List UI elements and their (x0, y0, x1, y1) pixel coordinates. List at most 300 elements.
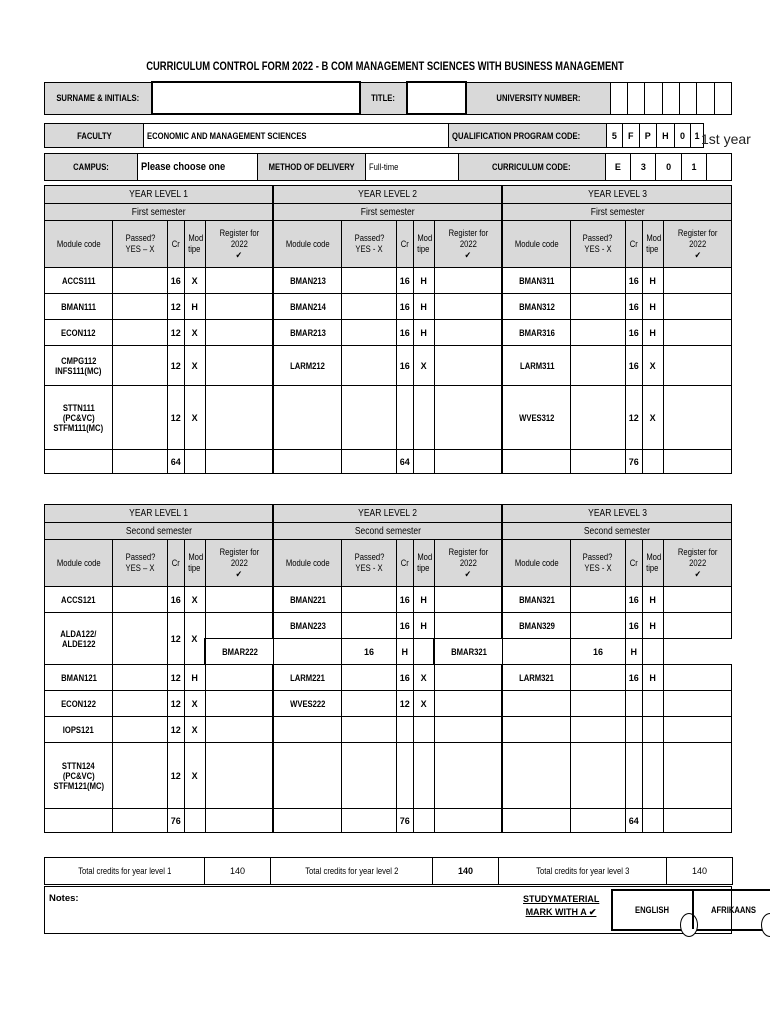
module-code-cell: BMAR213 (273, 320, 341, 346)
total-value-level-1: 140 (205, 858, 271, 885)
year-level-heading: YEAR LEVEL 3 (502, 186, 731, 204)
qualification-code-label: QUALIFICATION PROGRAM CODE: (449, 124, 607, 148)
register-header: Register for 2022 ✔ (205, 540, 273, 587)
module-code-cell: STTN111 (PC&VC) STFM111(MC) (45, 386, 113, 450)
credits-cell: 12 (625, 386, 642, 450)
passed-header: Passed? YES - X (342, 221, 397, 268)
module-type-cell (413, 386, 434, 450)
surname-label: SURNAME & INITIALS: (45, 82, 152, 114)
university-number-digit[interactable] (645, 82, 662, 114)
study-material-label (523, 893, 599, 919)
subtotal-spacer (642, 809, 663, 833)
total-label-level-2: Total credits for year level 2 (271, 858, 433, 885)
credits-header: Cr (625, 221, 642, 268)
header-row-identity (44, 81, 732, 115)
credits-cell: 12 (167, 346, 184, 386)
module-code-cell: BMAN111 (45, 294, 113, 320)
register-cell[interactable] (205, 665, 273, 691)
passed-cell[interactable] (113, 587, 168, 613)
module-type-header: Mod tipe (184, 221, 205, 268)
module-type-cell: X (642, 386, 663, 450)
module-code-header: Module code (273, 221, 341, 268)
credits-cell: 16 (625, 665, 642, 691)
year-level-heading: YEAR LEVEL 2 (273, 186, 502, 204)
first-year-note: 1st year (701, 131, 751, 147)
module-type-cell: X (413, 665, 434, 691)
total-value-level-3: 140 (667, 858, 733, 885)
campus-label: CAMPUS: (45, 154, 138, 181)
qualification-code-char: F (622, 124, 639, 148)
register-cell[interactable] (205, 346, 273, 386)
module-type-cell: H (396, 639, 413, 665)
module-code-cell: ACCS111 (45, 268, 113, 294)
module-code-cell: ALDA122/ ALDE122 (45, 613, 113, 665)
register-cell[interactable] (205, 587, 273, 613)
subtotal-spacer (184, 809, 205, 833)
module-code-cell: LARM212 (273, 346, 341, 386)
register-cell[interactable] (663, 717, 731, 743)
credit-subtotal: 64 (167, 450, 184, 474)
passed-cell[interactable] (571, 587, 626, 613)
passed-cell[interactable] (273, 639, 341, 665)
module-type-cell (413, 743, 434, 809)
register-cell[interactable] (413, 639, 434, 665)
register-cell[interactable] (663, 613, 731, 639)
register-cell[interactable] (205, 717, 273, 743)
title-label: TITLE: (360, 82, 407, 114)
module-code-cell: STTN124 (PC&VC) STFM121(MC) (45, 743, 113, 809)
register-cell[interactable] (663, 346, 731, 386)
passed-cell[interactable] (571, 691, 626, 717)
module-code-cell (502, 743, 570, 809)
passed-header: Passed? YES - X (571, 540, 626, 587)
credits-cell: 16 (571, 639, 626, 665)
register-cell[interactable] (434, 691, 502, 717)
passed-cell[interactable] (342, 613, 397, 639)
module-type-cell: X (184, 587, 205, 613)
passed-cell[interactable] (342, 268, 397, 294)
study-material-line-1: STUDYMATERIAL (523, 894, 600, 904)
passed-cell[interactable] (571, 717, 626, 743)
register-cell[interactable] (663, 294, 731, 320)
header-row-faculty (44, 123, 704, 148)
module-type-cell: H (413, 587, 434, 613)
semester-heading: First semester (273, 204, 502, 221)
subtotal-spacer (663, 450, 731, 474)
curriculum-code-char: 3 (631, 154, 656, 181)
module-code-header: Module code (45, 540, 113, 587)
credits-cell: 16 (625, 587, 642, 613)
module-type-cell: X (642, 346, 663, 386)
register-cell[interactable] (205, 613, 273, 639)
register-cell[interactable] (205, 691, 273, 717)
module-code-cell (502, 691, 570, 717)
subtotal-spacer (571, 809, 626, 833)
register-cell[interactable] (434, 743, 502, 809)
register-cell[interactable] (434, 717, 502, 743)
credits-cell: 12 (167, 743, 184, 809)
module-code-cell: CMPG112 INFS111(MC) (45, 346, 113, 386)
module-type-cell (642, 717, 663, 743)
credit-subtotal: 64 (396, 450, 413, 474)
module-code-cell: IOPS121 (45, 717, 113, 743)
curriculum-code-label: CURRICULUM CODE: (458, 154, 605, 181)
credits-cell: 16 (396, 587, 413, 613)
passed-cell[interactable] (113, 268, 168, 294)
header-row-campus (44, 153, 732, 181)
module-type-cell: X (184, 743, 205, 809)
credits-cell: 16 (625, 346, 642, 386)
subtotal-spacer (434, 450, 502, 474)
register-cell[interactable] (434, 587, 502, 613)
module-type-cell: H (413, 613, 434, 639)
subtotal-spacer (342, 809, 397, 833)
register-header: Register for 2022 ✔ (663, 540, 731, 587)
credits-cell: 12 (167, 294, 184, 320)
passed-cell[interactable] (342, 717, 397, 743)
register-cell[interactable] (663, 386, 731, 450)
qualification-code-char: H (656, 124, 674, 148)
qualification-code-char: 1 (691, 124, 704, 148)
module-code-cell: WVES312 (502, 386, 570, 450)
module-code-header: Module code (45, 221, 113, 268)
qualification-code-char: P (639, 124, 656, 148)
module-type-cell (413, 717, 434, 743)
title-field[interactable] (407, 82, 466, 114)
credits-cell: 16 (342, 639, 397, 665)
curriculum-code-char: 0 (656, 154, 681, 181)
credits-cell: 16 (625, 294, 642, 320)
module-code-cell: WVES222 (273, 691, 341, 717)
module-code-cell: BMAN214 (273, 294, 341, 320)
register-cell[interactable] (205, 268, 273, 294)
credits-header: Cr (167, 540, 184, 587)
credits-header: Cr (167, 221, 184, 268)
passed-header: Passed? YES - X (571, 221, 626, 268)
credits-cell: 12 (167, 665, 184, 691)
afrikaans-radio-circle[interactable] (761, 913, 770, 937)
delivery-label: METHOD OF DELIVERY (257, 154, 365, 181)
passed-cell[interactable] (571, 613, 626, 639)
semester-heading: Second semester (502, 523, 731, 540)
subtotal-spacer (205, 450, 273, 474)
module-type-cell: X (184, 717, 205, 743)
module-type-header: Mod tipe (642, 221, 663, 268)
passed-cell[interactable] (342, 386, 397, 450)
module-code-cell: BMAN321 (502, 587, 570, 613)
credits-cell: 12 (167, 691, 184, 717)
module-code-cell: BMAR316 (502, 320, 570, 346)
module-code-cell (273, 386, 341, 450)
register-cell[interactable] (663, 691, 731, 717)
module-code-cell (502, 717, 570, 743)
module-code-cell: LARM321 (502, 665, 570, 691)
curriculum-code-empty (707, 154, 732, 181)
register-cell[interactable] (642, 639, 663, 665)
passed-cell[interactable] (571, 386, 626, 450)
first-semester-table (44, 185, 732, 474)
credits-cell: 12 (167, 386, 184, 450)
university-number-digit[interactable] (679, 82, 696, 114)
subtotal-spacer (413, 450, 434, 474)
credits-cell (396, 717, 413, 743)
credits-cell: 16 (625, 613, 642, 639)
register-header: Register for 2022 ✔ (663, 221, 731, 268)
passed-cell[interactable] (342, 743, 397, 809)
qualification-code-char: 0 (674, 124, 690, 148)
university-number-digit[interactable] (662, 82, 679, 114)
module-type-cell: X (184, 691, 205, 717)
university-number-label: UNIVERSITY NUMBER: (466, 82, 610, 114)
module-code-header: Module code (502, 221, 570, 268)
module-type-cell: H (642, 294, 663, 320)
year-level-heading: YEAR LEVEL 1 (45, 186, 274, 204)
module-type-header: Mod tipe (413, 540, 434, 587)
english-option[interactable]: ENGLISH (613, 891, 692, 929)
register-cell[interactable] (434, 386, 502, 450)
credits-cell (396, 743, 413, 809)
year-level-heading: YEAR LEVEL 2 (273, 505, 502, 523)
register-cell[interactable] (205, 294, 273, 320)
year-level-heading: YEAR LEVEL 3 (502, 505, 731, 523)
module-type-cell: H (184, 665, 205, 691)
campus-select[interactable]: Please choose one (138, 154, 257, 181)
module-type-cell (642, 691, 663, 717)
credits-cell: 16 (625, 268, 642, 294)
subtotal-spacer (184, 450, 205, 474)
module-code-cell (273, 743, 341, 809)
passed-cell[interactable] (571, 665, 626, 691)
credits-cell: 16 (396, 268, 413, 294)
semester-heading: Second semester (45, 523, 274, 540)
surname-field[interactable] (152, 82, 360, 114)
subtotal-spacer (642, 450, 663, 474)
passed-cell[interactable] (342, 691, 397, 717)
language-choice (611, 889, 770, 931)
credits-cell: 12 (396, 691, 413, 717)
passed-header: Passed? YES – X (113, 540, 168, 587)
passed-cell[interactable] (113, 320, 168, 346)
register-cell[interactable] (663, 320, 731, 346)
module-type-cell: X (184, 268, 205, 294)
subtotal-spacer (205, 809, 273, 833)
register-cell[interactable] (434, 665, 502, 691)
credits-cell: 16 (167, 587, 184, 613)
credit-subtotal: 76 (167, 809, 184, 833)
module-type-cell: H (642, 320, 663, 346)
totals-row (44, 857, 733, 885)
credits-cell: 16 (625, 320, 642, 346)
credits-cell: 12 (167, 320, 184, 346)
subtotal-spacer (273, 450, 341, 474)
module-type-header: Mod tipe (413, 221, 434, 268)
register-cell[interactable] (663, 268, 731, 294)
passed-cell[interactable] (113, 743, 168, 809)
subtotal-spacer (113, 809, 168, 833)
module-code-cell (273, 717, 341, 743)
passed-cell[interactable] (342, 587, 397, 613)
module-type-cell: H (184, 294, 205, 320)
delivery-value[interactable]: Full-time (365, 154, 458, 181)
register-cell[interactable] (434, 320, 502, 346)
passed-cell[interactable] (571, 346, 626, 386)
passed-cell[interactable] (113, 346, 168, 386)
total-label-level-3: Total credits for year level 3 (499, 858, 667, 885)
module-type-cell: X (413, 691, 434, 717)
passed-cell[interactable] (113, 294, 168, 320)
subtotal-spacer (45, 450, 113, 474)
module-type-cell: X (184, 613, 205, 665)
passed-cell[interactable] (342, 294, 397, 320)
module-code-cell: LARM221 (273, 665, 341, 691)
total-label-level-1: Total credits for year level 1 (45, 858, 205, 885)
subtotal-spacer (113, 450, 168, 474)
passed-header: Passed? YES – X (113, 221, 168, 268)
module-code-cell: ECON112 (45, 320, 113, 346)
year-level-heading: YEAR LEVEL 1 (45, 505, 274, 523)
module-type-cell: H (642, 665, 663, 691)
passed-cell[interactable] (502, 639, 570, 665)
module-code-cell: BMAN223 (273, 613, 341, 639)
module-code-cell: BMAN312 (502, 294, 570, 320)
subtotal-spacer (663, 809, 731, 833)
register-cell[interactable] (434, 346, 502, 386)
credits-cell: 16 (396, 346, 413, 386)
subtotal-spacer (502, 450, 570, 474)
credits-cell: 16 (396, 294, 413, 320)
notes-box[interactable] (44, 886, 757, 934)
module-code-cell: BMAN213 (273, 268, 341, 294)
form-title: CURRICULUM CONTROL FORM 2022 - B COM MANAGEMENT SCIENCES WITH BUSINESS MANAGEMENT (146, 61, 624, 73)
university-number-digit[interactable] (627, 82, 644, 114)
register-header: Register for 2022 ✔ (434, 540, 502, 587)
study-material-line-2: MARK WITH A ✔ (525, 907, 597, 917)
university-number-digit[interactable] (610, 82, 627, 114)
semester-heading: First semester (45, 204, 274, 221)
module-code-cell: ECON122 (45, 691, 113, 717)
passed-cell[interactable] (571, 268, 626, 294)
passed-cell[interactable] (571, 743, 626, 809)
module-code-cell: BMAN311 (502, 268, 570, 294)
passed-cell[interactable] (571, 294, 626, 320)
subtotal-spacer (273, 809, 341, 833)
register-cell[interactable] (205, 320, 273, 346)
university-number-digit[interactable] (714, 82, 731, 114)
credits-cell: 16 (396, 320, 413, 346)
register-cell[interactable] (663, 587, 731, 613)
register-header: Register for 2022 ✔ (205, 221, 273, 268)
module-type-cell: X (184, 320, 205, 346)
passed-cell[interactable] (113, 613, 168, 665)
notes-label: Notes: (49, 893, 79, 904)
credits-cell (625, 691, 642, 717)
register-cell[interactable] (434, 268, 502, 294)
module-type-cell: H (642, 268, 663, 294)
subtotal-spacer (45, 809, 113, 833)
register-cell[interactable] (205, 386, 273, 450)
second-semester-table (44, 504, 732, 833)
curriculum-code-char: 1 (681, 154, 706, 181)
faculty-value: ECONOMIC AND MANAGEMENT SCIENCES (144, 124, 449, 148)
subtotal-spacer (571, 450, 626, 474)
credit-subtotal: 76 (625, 450, 642, 474)
module-code-cell: LARM311 (502, 346, 570, 386)
passed-header: Passed? YES - X (342, 540, 397, 587)
subtotal-spacer (413, 809, 434, 833)
credits-cell (396, 386, 413, 450)
credits-header: Cr (625, 540, 642, 587)
module-type-cell: X (413, 346, 434, 386)
passed-cell[interactable] (113, 665, 168, 691)
module-type-header: Mod tipe (184, 540, 205, 587)
module-code-cell: BMAN221 (273, 587, 341, 613)
credits-cell (625, 743, 642, 809)
register-cell[interactable] (434, 613, 502, 639)
subtotal-spacer (342, 450, 397, 474)
module-type-cell: X (184, 346, 205, 386)
passed-cell[interactable] (342, 665, 397, 691)
module-code-cell: BMAN121 (45, 665, 113, 691)
credits-cell: 12 (167, 613, 184, 665)
passed-cell[interactable] (571, 320, 626, 346)
module-code-cell: BMAR222 (205, 639, 273, 665)
module-type-cell (642, 743, 663, 809)
passed-cell[interactable] (113, 717, 168, 743)
faculty-label: FACULTY (45, 124, 144, 148)
module-code-cell: BMAR321 (434, 639, 502, 665)
module-code-cell: BMAN329 (502, 613, 570, 639)
credits-cell: 12 (167, 717, 184, 743)
module-type-cell: H (413, 268, 434, 294)
university-number-digit[interactable] (697, 82, 714, 114)
credits-header: Cr (396, 221, 413, 268)
credit-subtotal: 76 (396, 809, 413, 833)
register-header: Register for 2022 ✔ (434, 221, 502, 268)
subtotal-spacer (434, 809, 502, 833)
curriculum-code-char: E (605, 154, 630, 181)
register-cell[interactable] (663, 743, 731, 809)
register-cell[interactable] (663, 665, 731, 691)
register-cell[interactable] (205, 743, 273, 809)
module-type-cell: H (642, 587, 663, 613)
semester-heading: First semester (502, 204, 731, 221)
credits-cell: 16 (167, 268, 184, 294)
module-code-header: Module code (502, 540, 570, 587)
module-type-cell: X (184, 386, 205, 450)
credits-cell: 16 (396, 613, 413, 639)
qualification-code-char: 5 (606, 124, 622, 148)
passed-cell[interactable] (113, 691, 168, 717)
credits-cell: 16 (396, 665, 413, 691)
module-type-cell: H (625, 639, 642, 665)
credits-cell (625, 717, 642, 743)
module-code-header: Module code (273, 540, 341, 587)
passed-cell[interactable] (113, 386, 168, 450)
register-cell[interactable] (434, 294, 502, 320)
module-type-header: Mod tipe (642, 540, 663, 587)
subtotal-spacer (502, 809, 570, 833)
passed-cell[interactable] (342, 346, 397, 386)
afrikaans-option[interactable]: AFRIKAANS (692, 891, 770, 929)
total-value-level-2: 140 (433, 858, 499, 885)
semester-heading: Second semester (273, 523, 502, 540)
module-type-cell: H (413, 294, 434, 320)
module-code-cell: ACCS121 (45, 587, 113, 613)
passed-cell[interactable] (342, 320, 397, 346)
credits-header: Cr (396, 540, 413, 587)
module-type-cell: H (413, 320, 434, 346)
module-type-cell: H (642, 613, 663, 639)
